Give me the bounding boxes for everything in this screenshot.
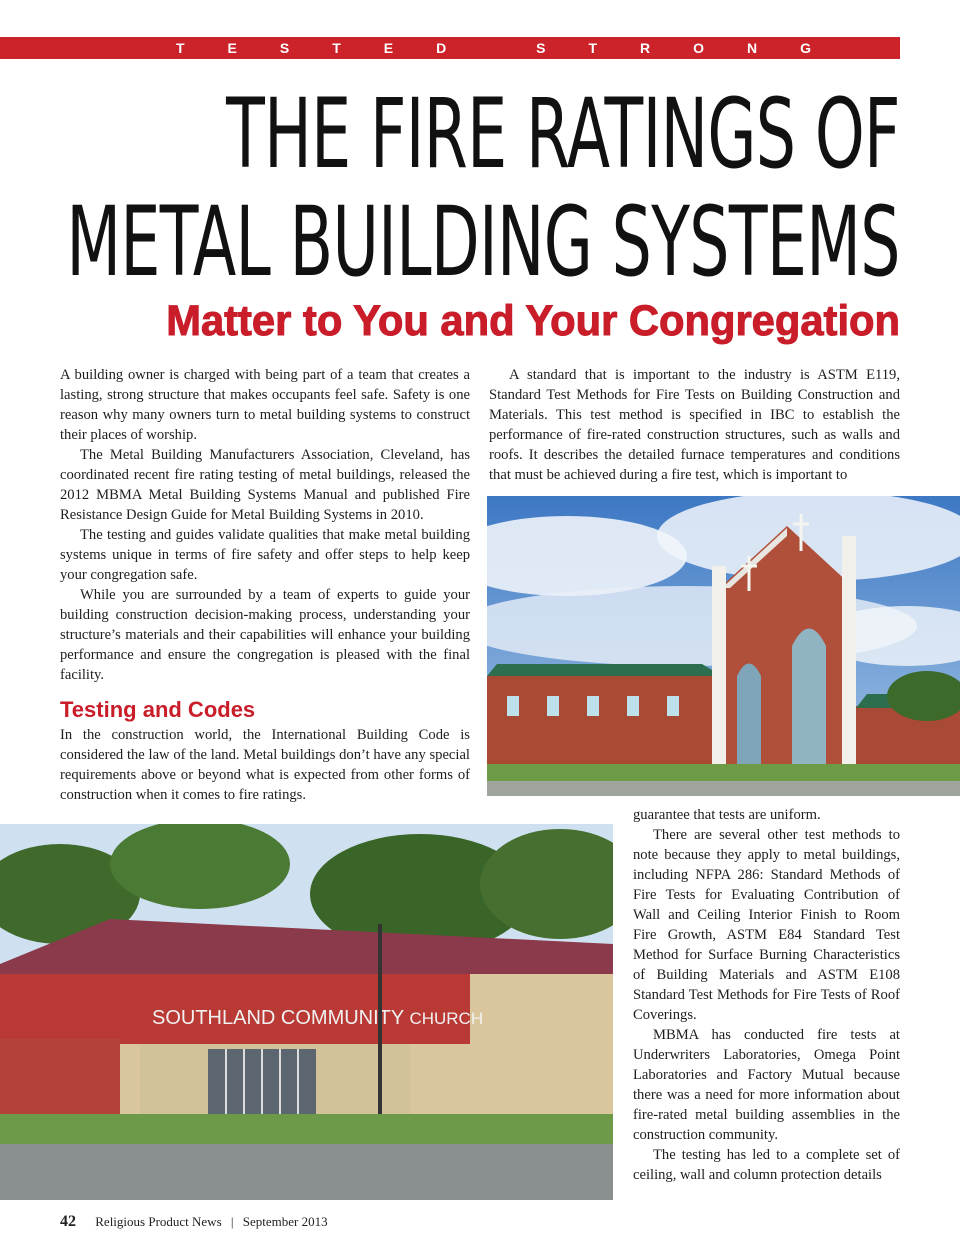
banner-text: TESTED STRONG (176, 40, 855, 56)
issue-date: September 2013 (242, 1214, 328, 1229)
paragraph: The testing has led to a complete set of ceiling, wall and column protection details (633, 1147, 900, 1183)
headline-line-2: METAL BUILDING SYSTEMS (66, 186, 900, 298)
left-column (60, 365, 470, 805)
right-column (489, 365, 900, 485)
publication-name: Religious Product News (95, 1214, 222, 1229)
page-number: 42 (60, 1213, 76, 1230)
southland-church-photo (0, 824, 613, 1200)
page-footer (60, 1213, 328, 1231)
church-steeple-photo (487, 496, 960, 796)
footer-separator: | (230, 1214, 234, 1229)
section-heading: Testing and Codes (60, 697, 256, 722)
bottom-right-column (633, 805, 900, 1185)
section-banner (0, 37, 900, 59)
paragraph: In the construction world, the International Building Code is considered the law of the land. Metal buildings don’t have any special requirements above or beyond what is expected from other forms of construction when it comes to fire ratings. (60, 727, 470, 803)
paragraph: The Metal Building Manufacturers Association, Cleveland, has coordinated recent fire rating testing of metal buildings, released the 2012 MBMA Metal Building Systems Manual and published Fire Resistance Design Guide for Metal Building Systems in 2010. (60, 447, 470, 523)
church-sign: SOUTHLAND COMMUNITY CHURCH (152, 1007, 484, 1029)
paragraph: A building owner is charged with being part of a team that creates a lasting, strong structure that makes occupants feel safe. Safety is one reason why many owners turn to metal building systems to construct their places of worship. (60, 367, 470, 443)
paragraph: A standard that is important to the industry is ASTM E119, Standard Test Methods for Fire Tests on Building Construction and Materials. This test method is specified in IBC to establish the performance of fire-rated construction structures, such as walls and roofs. It describes the detailed furnace temperatures and conditions that must be achieved during a fire test, which is important to (489, 367, 900, 483)
headline-line-1: THE FIRE RATINGS OF (226, 78, 900, 190)
paragraph: While you are surrounded by a team of experts to guide your building construction decision-making process, understanding your structure’s materials and their capabilities will enhance your building performance and ensure the congregation is pleased with the final facility. (60, 587, 470, 683)
paragraph: guarantee that tests are uniform. (633, 807, 821, 823)
paragraph: MBMA has conducted fire tests at Underwriters Laboratories, Omega Point Laboratories and Factory Mutual because there was a need for more information about fire-rated metal building assemblies in the construction community. (633, 1027, 900, 1143)
paragraph: The testing and guides validate qualities that make metal building systems unique in terms of fire safety and offer steps to help keep your congregation safe. (60, 527, 470, 583)
subheadline: Matter to You and Your Congregation (166, 297, 900, 345)
paragraph: There are several other test methods to note because they apply to metal buildings, including NFPA 286: Standard Methods of Fire Tests for Evaluating Contribution of Wall and Ceiling Interior Finish to Room Fire Growth, ASTM E84 Standard Test Method for Surface Burning Characteristics of Building Materials and ASTM E108 Standard Test Methods for Fire Tests of Roof Coverings. (633, 827, 900, 1023)
